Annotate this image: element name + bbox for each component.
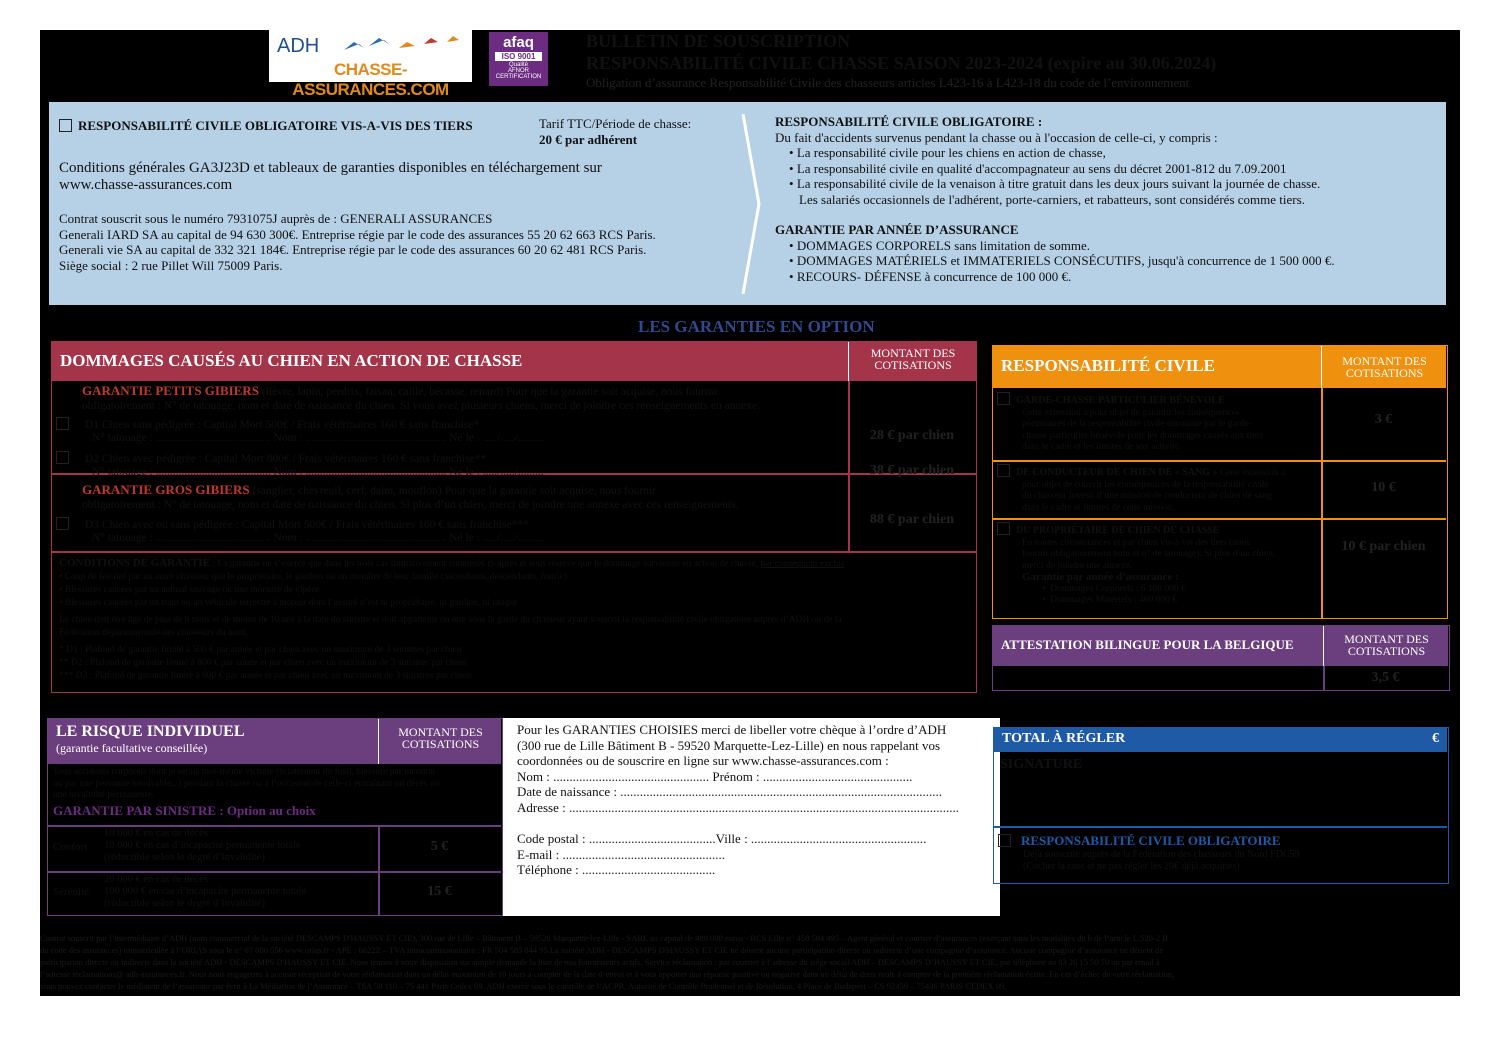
afaq-certification: AFNOR CERTIFICATION — [495, 68, 542, 80]
conditions-line: Conditions générales GA3J23D et tableaux de garanties disponibles en téléchargement sur — [59, 160, 602, 176]
chien-sang-option: DE CONDUCTEUR DE CHIEN DE « SANG » Cette extension a pour objet de couvrir les conséquences de la responsabilité civile du chasseur investi d’une mission de conducteur de chien de sang dans le cadre et limites de cette mission. — [997, 464, 1285, 514]
legal-footer — [40, 932, 1460, 992]
gros-gibiers — [82, 483, 738, 512]
belgique-price: 3,5 € — [1371, 670, 1400, 685]
email-field[interactable]: E-mail : .................................................. — [517, 846, 725, 862]
d2-tatouage-field[interactable]: N° tatouage : ........................................ Nom : ................................................. Né le : ...../...../......... — [92, 466, 544, 478]
rc-deja-souscrite-checkbox[interactable] — [998, 834, 1011, 847]
page-subtitle: Obligation d’assurance Responsabilité Civile des chasseurs articles L423-16 à L423-18 du code de l’environnement — [586, 75, 1190, 90]
rc-bullet: • La responsabilité civile pour les chiens en action de chasse, — [789, 145, 1106, 160]
risque-montant-cell — [378, 719, 501, 764]
d3-label: D3 Chien avec ou sans pédigrée : Capital Mort 500€ / Frais vétérinaires 160 € sans franchise*** — [85, 519, 529, 531]
d1-checkbox[interactable] — [56, 417, 69, 430]
garantie-bullet: • RECOURS- DÉFENSE à concurrence de 100 000 €. — [789, 268, 1072, 284]
rc-option-block — [992, 345, 1448, 619]
petits-gibiers-title: GARANTIE PETITS GIBIERS — [82, 383, 259, 398]
nom-prenom-field[interactable]: Nom : ................................................ Prénom : .............................................. — [517, 768, 913, 784]
rc-description-intro: Du fait d'accidents survenus pendant la chasse ou à l'occasion de celle-ci, y compris : — [775, 129, 1218, 145]
total-currency: € — [1432, 731, 1439, 746]
d3-option — [56, 517, 529, 533]
adh-logo-domain: CHASSE-ASSURANCES.COM — [292, 60, 449, 99]
title-line-1: BULLETIN DE SOUSCRIPTION — [586, 31, 851, 51]
options-title: LES GARANTIES EN OPTION — [638, 317, 875, 336]
condition-item: • Blessures causées par un animal sauvage ou une morsure de vipère — [59, 585, 320, 595]
risque-desc: Tous accidents corporels dont je serais moi-même victime (éclatement du fusil, blessure par inconnu ou par une personne insolvable...) pendant la chasse ou à l’occasion de celle-ci entraînant un décès ou une invalidité permanente. — [53, 767, 440, 800]
conditions-intro: CONDITIONS DE GARANTIE : La garantie ne s’exerce que dans les trois cas limitativement énumérés ci-après et sous réserve que le dommage survienne en action de chasse, par conséquent exclus — [59, 557, 845, 569]
contract-line: Generali IARD SA au capital de 94 630 300€. Entreprise régie par le code des assurances 55 20 62 663 RCS Paris. — [59, 226, 656, 242]
chien-block — [51, 341, 977, 693]
chien-sang-checkbox[interactable] — [997, 464, 1010, 477]
contract-line: Generali vie SA au capital de 332 321 184€. Entreprise régie par le code des assurances 60 20 62 481 RCS Paris. — [59, 242, 647, 257]
chien-sang-price: 10 € — [1371, 480, 1396, 495]
total-block — [993, 727, 1449, 884]
row-divider — [993, 518, 1446, 520]
confort-price: 5 € — [430, 839, 449, 854]
date-naissance-field[interactable]: Date de naissance : ................................................................................................... — [517, 784, 942, 799]
legal-line: du code des assurances) immatriculée à l’ORIAS sous le n° 07 000 556 www.orias.fr - APE : 6622Z – TVA intracommunautaire : FR 504 585 044 95.La société ADH - DESCAMPS D'HAUSSY ET CIE ne détient aucune participation directe ou indirecte d’une compagnie d’assurance. Aucune compagnie d’assurance ne détient de — [40, 945, 1164, 955]
legal-line: vous pouvez contacter le médiateur de l’assurance par écrit à La Médiation de l’Assurance – TSA 50 110 – 75 441 Paris Cedex 09. ADH exerce sous le contrôle de l’ACPR, Autorité de Contrôle Prudentiel et de Résolution, 4 Place de Budapest – CS 92459 – 75436 PARIS CEDEX 09. — [40, 981, 1007, 991]
legal-line: Contrat souscrit par l’intermédiaire d’ADH (nom commercial de la société DESCAMPS D'HAUSSY ET CIE), 300 rue de Lille – Bâtiment B – 59520 Marquette-lez-Lille - SARL au capital de 480 000 euros - RCS Lille n° 458 504 495 – Agent général et courtier d’assurances (exerçant sous les modalités du b de l’article L.520-2 II — [40, 933, 1168, 943]
gros-gibiers-desc: (sanglier, chevreuil, cerf, daim, mouflon) Pour que la garantie soit acquise, nous fournir — [249, 485, 656, 497]
garantie-bullet: • DOMMAGES CORPORELS sans limitation de somme. — [789, 237, 1091, 253]
conditions-generales — [59, 160, 602, 194]
rc-bullet: • La responsabilité civile de la venaison à titre gratuit dans les deux jours suivant la journée de chasse. — [789, 176, 1321, 191]
garde-chasse-checkbox[interactable] — [997, 392, 1010, 405]
garantie-bullet: • DOMMAGES MATÉRIELS et IMMATERIELS CONSÉCUTIFS, jusqu'à concurrence de 1 500 000 €. — [789, 253, 1335, 268]
bird-icon — [339, 32, 469, 56]
plafond-d1: * D1 : Plafond de garantie limité à 500 € par année et par chien avec un maximum de 3 sinistres par chien — [59, 645, 462, 655]
belgique-montant-cell — [1323, 626, 1448, 666]
payment-instructions: coordonnées ou de souscrire en ligne sur www.chasse-assurances.com : — [517, 753, 889, 768]
confort-details: 10 000 € en cas de décès 10 000 € en cas d’incapacité permanente totale (réductible selon le degré d’invalidité) — [104, 828, 301, 863]
legal-line: l’adresse reclamations@ adh-assurances.fr. Nous nous engageons à accuser réception de votre réclamation dans un délai maximum de 10 jours à compter de la date d’envoi et à vous apporter une réponse positive ou négative dans un délai de deux mois à compter de la première réclamation écrite. En cas d’échec de votre réclamation, — [40, 969, 1175, 979]
condition-item: • Blessures causées par un train ou un véhicule terrestre à moteur dont l’assuré n’est ni propriétaire, ni gardien, ni usager — [59, 598, 518, 608]
payment-form — [503, 718, 1000, 916]
serenite-price: 15 € — [427, 884, 452, 899]
condition-age: Le chien doit être âgé de plus de 9 mois et de moins de 10 ans à la date du sinistre et doit appartenir ou être sous la garde du chasseur ayant souscrit la responsabilité civile obligatoire auprès d’ADH ou de la — [59, 615, 842, 625]
afaq-logo-text: afaq — [503, 34, 534, 51]
payment-instructions: Pour les GARANTIES CHOISIES merci de libeller votre chèque à l’ordre d’ADH — [517, 722, 947, 737]
rc-description-title: RESPONSABILITÉ CIVILE OBLIGATOIRE : — [775, 114, 1043, 129]
document-page — [40, 30, 1460, 996]
d2-option — [56, 451, 486, 467]
rc-bullet: • La responsabilité civile en qualité d'accompagnateur au sens du décret 2001-812 du 7.09.2001 — [789, 160, 1287, 176]
rc-description — [775, 114, 1335, 284]
row-divider — [48, 825, 501, 827]
signature-label: SIGNATURE — [1000, 757, 1083, 772]
serenite-details: 20 000 € en cas de décès 100 000 € en cas d’incapacité permanente totale (réductible selon le degré d’invalidité) — [104, 874, 307, 909]
tarif-value: 20 € par adhérent — [539, 132, 638, 147]
petits-gibiers-desc: obligatoirement : N° de tatouage, nom et date de naissance du chien. Si vous avez plusieurs chiens, merci de joindre ces renseignements en annexe. — [82, 399, 761, 412]
rc-obligatoire-option — [59, 118, 473, 134]
total-header — [994, 728, 1447, 752]
rc-obligatoire-label: RESPONSABILITÉ CIVILE OBLIGATOIRE VIS-A-VIS DES TIERS — [78, 118, 473, 133]
afaq-logo — [489, 32, 548, 86]
petits-gibiers — [82, 384, 760, 413]
plafond-d3: *** D3 : Plafond de garantie limité à 600 € par année et par chien avec un maximum de 3 sinistres par chien — [59, 671, 472, 681]
petits-gibiers-desc: (lièvre, lapin, perdrix, faisan, caille, bécasse, renard) Pour que la garantie soit acquise, nous fournir — [259, 386, 718, 398]
payment-instructions: (300 rue de Lille Bâtiment B - 59520 Marquette-Lez-Lille) en nous rappelant vos — [517, 737, 941, 753]
row-divider — [994, 826, 1447, 828]
belgique-montant: MONTANT DES COTISATIONS — [1344, 632, 1429, 658]
d2-checkbox[interactable] — [56, 451, 69, 464]
condition-age: Fédération départementale des chasseurs du nord. — [59, 628, 248, 638]
condition-item: • Coup de feu tiré par un autre chasseur que le propriétaire, le gardien ou un membre de leur famille (ascendants, descendants, fratrie) — [59, 572, 567, 582]
row-divider — [993, 460, 1446, 462]
risque-montant: MONTANT DES COTISATIONS — [398, 725, 483, 751]
contract-info — [59, 211, 656, 273]
rc-deja-souscrite: RESPONSABILITÉ CIVILE OBLIGATOIRE Déjà souscrite auprès de la Fédération des chasseurs du Nord FDC59 (Cocher la case et ne pas régler les 20€ déjà acquittés) — [998, 834, 1300, 873]
d1-label: D1 Chien sans pédigrée : Capital Mort 500€ / Frais vétérinaires 160 € sans franchise* — [85, 419, 480, 431]
sinistre-title: GARANTIE PAR SINISTRE : Option au choix — [53, 803, 316, 818]
d3-tatouage-field[interactable]: N° tatouage : ........................................ Nom : ................................................. Né le : ...../...../......... — [92, 532, 544, 544]
chien-montant-cell — [848, 342, 976, 381]
legal-line: participation directe ou indirecte dans la société ADH - DESCAMPS D'HAUSSY ET CIE. Nous tenons à votre disposition sur simple demande la liste de nos fournisseurs actifs. Service réclamation : par courrier à l’adresse du siège social ADH – DESCAMPS D’HAUSSY ET CIE, par téléphone au 03 20 15 50 70 ou par email à — [40, 957, 1160, 967]
rc-montant-cell — [1321, 346, 1446, 388]
risque-sub: (garantie facultative conseillée) — [56, 741, 208, 755]
code-postal-ville-field[interactable]: Code postal : .......................................Ville : ...................................................... — [517, 831, 927, 846]
chien-montant: MONTANT DES COTISATIONS — [870, 346, 956, 372]
signature-area[interactable] — [1000, 776, 1440, 822]
contract-line: Siège social : 2 rue Pillet Will 75009 Paris. — [59, 257, 283, 273]
tarif-label: Tarif TTC/Période de chasse: — [539, 116, 692, 131]
telephone-field[interactable]: Téléphone : ......................................... — [517, 862, 716, 877]
risque-title: LE RISQUE INDIVIDUEL — [56, 723, 245, 740]
proprietaire-option: DU PROPRIÉTAIRE DE CHIEN DE CHASSE En toutes circonstances et par chien vis-à-vis des tiers (nous fournir obligatoirement nom et n° de tatouage). Si plus d’un chien, merci de joindre une annexe. Garantie par année d’assurance : • Dommages Corporels : 6 100 000 € • Dommages Matériels : 460 000 € — [997, 522, 1275, 607]
rc-obligatoire-checkbox[interactable] — [59, 119, 72, 132]
chevron-right-icon — [741, 114, 761, 294]
page-title — [586, 30, 1216, 74]
belgique-block — [992, 625, 1450, 691]
row-divider — [48, 871, 501, 873]
belgique-header: ATTESTATION BILINGUE POUR LA BELGIQUE — [993, 626, 1323, 666]
risque-block — [47, 718, 503, 916]
d3-price: 88 € par chien — [869, 512, 955, 527]
rc-montant: MONTANT DES COTISATIONS — [1342, 354, 1427, 380]
confort-label[interactable]: Confort — [53, 841, 88, 853]
adh-logo-text: ADH — [277, 35, 320, 57]
plafond-d2: ** D2 : Plafond de garantie limité à 800 € par année et par chien avec un maximum de 3 sinistres par chien — [59, 658, 467, 668]
conditions-url: www.chasse-assurances.com — [59, 177, 233, 193]
garantie-title: GARANTIE PAR ANNÉE D’ASSURANCE — [775, 222, 1019, 237]
risque-header — [48, 719, 378, 764]
afaq-qualite: Qualité — [508, 62, 528, 68]
chien-header: DOMMAGES CAUSÉS AU CHIEN EN ACTION DE CHASSE — [52, 342, 848, 381]
adh-logo — [269, 30, 472, 99]
row-divider — [52, 551, 976, 553]
gros-gibiers-desc: obligatoirement : N° de tatouage, nom et date de naissance du chien. Si plus d’un chien, merci de joindre une annexe avec ces renseignements. — [82, 498, 739, 511]
d1-tatouage-field[interactable]: N° tatouage : ........................................ Nom : ................................................. Né le : ...../...../......... — [92, 432, 544, 444]
conditions-garantie — [59, 557, 969, 683]
garde-chasse-price: 3 € — [1374, 412, 1393, 427]
d1-option — [56, 417, 479, 433]
d2-label: D2 Chien avec pédigrée : Capital Mort 800€ / Frais vétérinaires 160 € sans franchise** — [85, 453, 487, 465]
gros-gibiers-title: GARANTIE GROS GIBIERS — [82, 482, 250, 497]
adresse-field[interactable]: Adresse : ........................................................................................................................ — [517, 799, 959, 815]
total-label: TOTAL À RÉGLER — [1002, 731, 1126, 746]
serenite-label[interactable]: Sérénité — [53, 886, 90, 898]
afaq-iso: ISO 9001 — [495, 52, 542, 61]
title-line-2: RESPONSABILITÉ CIVILE CHASSE SAISON 2023-2024 (expire au 30.06.2024) — [586, 53, 1217, 73]
d1-price: 28 € par chien — [869, 428, 955, 443]
proprietaire-checkbox[interactable] — [997, 522, 1010, 535]
d3-checkbox[interactable] — [56, 517, 69, 530]
rc-obligatoire-panel — [49, 102, 1446, 305]
d2-price: 38 € par chien — [869, 463, 955, 478]
garde-chasse-option: GARDE-CHASSE PARTICULIER BÉNÉVOLE Cette extension a pour objet de garantir les conséquences pécuniaires de la responsabilité civile encourue par le garde- chasse particulier bénévole pour les dommages causés aux tiers dans le cadre et les limites de son activité. — [997, 392, 1263, 454]
rc-option-header: RESPONSABILITÉ CIVILE — [993, 346, 1321, 388]
proprietaire-price: 10 € par chien — [1341, 539, 1426, 554]
contract-line: Contrat souscrit sous le numéro 7931075J auprès de : GENERALI ASSURANCES — [59, 211, 493, 226]
rc-note: Les salariés occasionnels de l'adhérent, porte-carniers, et rabatteurs, sont considérés comme tiers. — [799, 191, 1305, 207]
